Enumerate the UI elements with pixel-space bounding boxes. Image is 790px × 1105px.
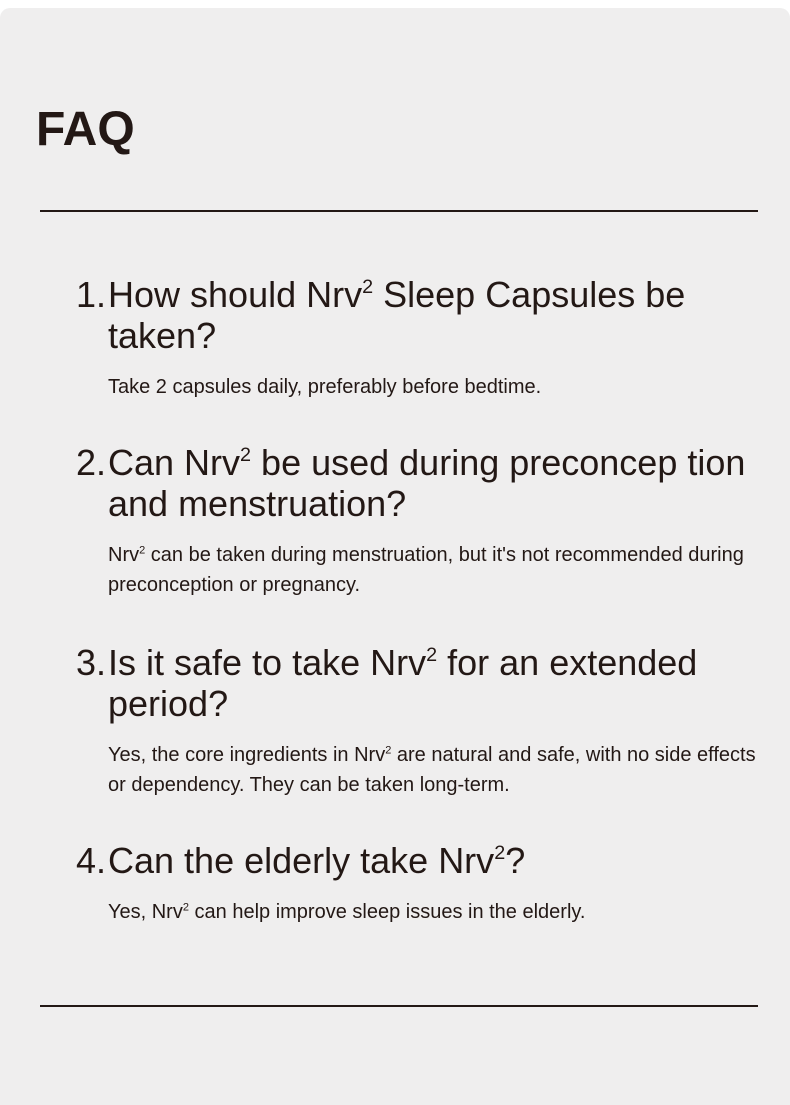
- faq-question-text: [108, 442, 766, 524]
- question-text-part: be used during preconcep tion and menstruation?: [108, 442, 746, 524]
- faq-item-3: [76, 642, 766, 800]
- faq-item-1: [76, 274, 766, 402]
- faq-question-text: [108, 840, 766, 881]
- question-text-part: for an extended period?: [108, 642, 698, 724]
- faq-number: 4.: [76, 840, 107, 881]
- answer-text-part: can be taken during menstruation, but it's not recommended during preconception or pregnancy.: [108, 544, 744, 596]
- faq-answer: [108, 740, 766, 800]
- answer-text-part: Nrv: [108, 544, 140, 566]
- superscript: 2: [139, 544, 146, 557]
- bottom-divider: [40, 1005, 758, 1007]
- faq-question-text: [108, 642, 766, 724]
- question-text-part: Is it safe to take Nrv: [108, 642, 427, 683]
- answer-text-part: can help improve sleep issues in the elderly.: [188, 901, 586, 923]
- faq-item-4: [76, 840, 766, 927]
- faq-number: 3.: [76, 642, 107, 683]
- question-text-part: Sleep Capsules be taken?: [108, 274, 686, 356]
- faq-question: [76, 442, 766, 524]
- page-title: FAQ: [36, 103, 135, 156]
- faq-question: [76, 840, 766, 881]
- question-text-part: Can Nrv: [108, 442, 241, 483]
- question-text-part: Can the elderly take Nrv: [108, 840, 495, 881]
- faq-answer: [108, 897, 766, 927]
- superscript: 2: [362, 276, 374, 299]
- top-divider: [40, 210, 758, 212]
- answer-text-part: Yes, the core ingredients in Nrv: [108, 744, 386, 766]
- superscript: 2: [385, 744, 392, 757]
- superscript: 2: [240, 444, 252, 467]
- faq-number: 2.: [76, 442, 107, 483]
- answer-text-part: Take 2 capsules daily, preferably before bedtime.: [108, 376, 542, 398]
- faq-number: 1.: [76, 274, 107, 315]
- answer-text-part: Yes, Nrv: [108, 901, 183, 923]
- faq-question-text: [108, 274, 766, 356]
- faq-answer: [108, 540, 766, 600]
- answer-text-part: are natural and safe, with no side effects or dependency. They can be taken long-term.: [108, 744, 756, 796]
- question-text-part: How should Nrv: [108, 274, 363, 315]
- question-text-part: ?: [505, 840, 526, 881]
- faq-question: [76, 642, 766, 724]
- faq-item-2: [76, 442, 766, 600]
- faq-question: [76, 274, 766, 356]
- superscript: 2: [182, 901, 189, 914]
- faq-panel: [0, 8, 790, 1105]
- faq-answer: [108, 372, 766, 402]
- superscript: 2: [494, 842, 506, 865]
- superscript: 2: [426, 644, 438, 667]
